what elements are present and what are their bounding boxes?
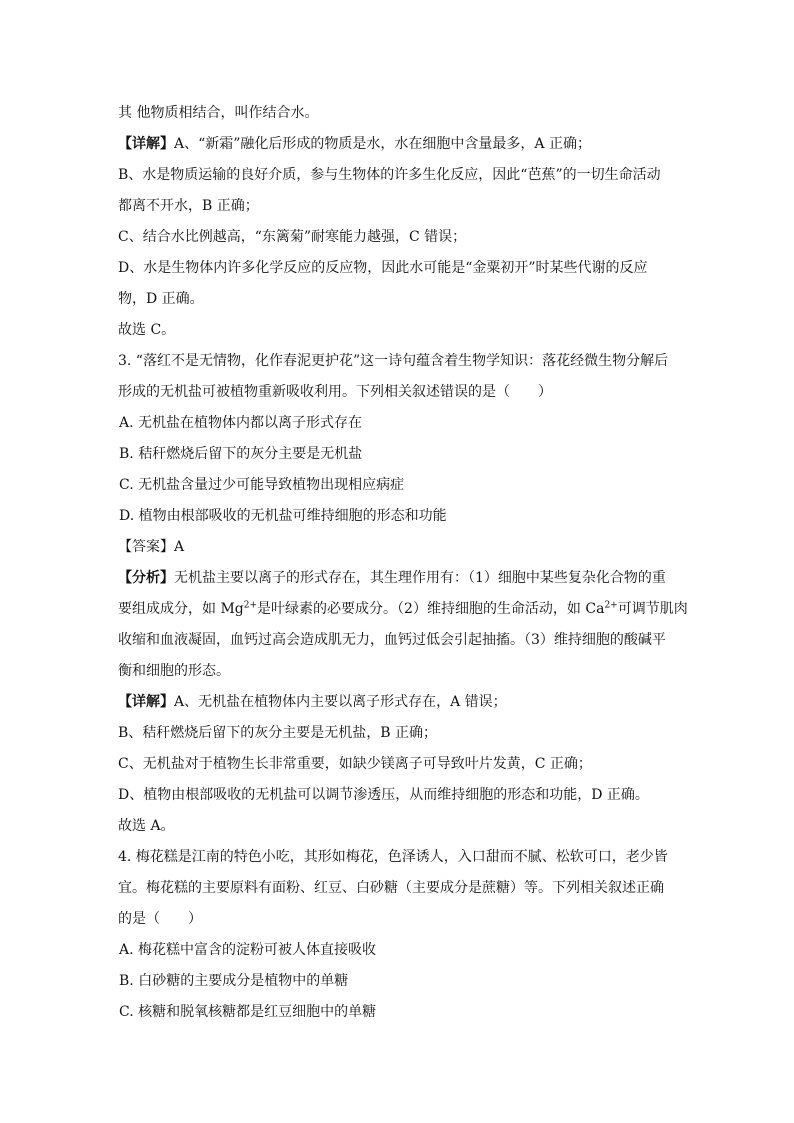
text-line: C、无机盐对于植物生长非常重要，如缺少镁离子可导致叶片发黄，C 正确； — [118, 756, 592, 772]
detail-line — [118, 692, 688, 712]
superscript: 2+ — [243, 600, 258, 611]
answer-choice-line: 故选 C。 — [118, 322, 176, 338]
text-line: 都离不开水，B 正确； — [118, 198, 259, 214]
text-line: B、秸秆燃烧后留下的灰分主要是无机盐，B 正确； — [118, 725, 438, 741]
text-span: 是叶绿素的必要成分。（2）维持细胞的生命活动，如 Ca — [257, 601, 605, 617]
option-b: B. 白砂糖的主要成分是植物中的单糖 — [119, 973, 349, 989]
detail-line — [118, 134, 688, 154]
text-line: B、水是物质运输的良好介质，参与生物体的许多生化反应，因此“芭蕉”的一切生命活动 — [118, 167, 661, 183]
detail-tag: 【详解】 — [118, 136, 174, 152]
detail-tag: 【详解】 — [118, 694, 174, 710]
text-span: 要组成成分，如 Mg — [118, 601, 244, 617]
text-line: 物，D 正确。 — [118, 291, 204, 307]
option-a: A. 无机盐在植物体内都以离子形式存在 — [119, 415, 363, 431]
question-4-stem: 4. 梅花糕是江南的特色小吃，其形如梅花，色泽诱人，入口甜而不腻、松软可口，老少皆 — [118, 849, 668, 865]
text-line: 其 他物质相结合，叫作结合水。 — [118, 105, 319, 121]
text-line — [118, 599, 688, 619]
text-span: A、“新霜”融化后形成的物质是水，水在细胞中含量最多，A 正确； — [174, 136, 591, 152]
analysis-line — [118, 568, 688, 588]
answer-choice-line: 故选 A。 — [118, 818, 175, 834]
option-d: D. 植物由根部吸收的无机盐可维持细胞的形态和功能 — [119, 508, 447, 524]
text-line: C、结合水比例越高，“东篱菊”耐寒能力越强，C 错误； — [118, 229, 467, 245]
option-c: C. 无机盐含量过少可能导致植物出现相应病症 — [119, 477, 405, 493]
text-span: 可调节肌肉 — [617, 601, 688, 617]
text-span: 无机盐主要以离子的形式存在，其生理作用有：（1）细胞中某些复杂化合物的重 — [174, 570, 666, 586]
option-b: B. 秸秆燃烧后留下的灰分主要是无机盐 — [119, 446, 363, 462]
text-span: A、无机盐在植物体内主要以离子形式存在，A 错误； — [174, 694, 507, 710]
question-4-stem-cont: 的是（ ） — [118, 911, 202, 927]
analysis-tag: 【分析】 — [118, 570, 174, 586]
text-line: 衡和细胞的形态。 — [118, 663, 230, 679]
answer-line: 【答案】A — [118, 539, 185, 555]
question-3-stem-cont: 形成的无机盐可被植物重新吸收利用。下列相关叙述错误的是（ ） — [118, 384, 552, 400]
text-line: D、植物由根部吸收的无机盐可以调节渗透压，从而维持细胞的形态和功能，D 正确。 — [118, 787, 649, 803]
option-a: A. 梅花糕中富含的淀粉可被人体直接吸收 — [119, 942, 377, 958]
superscript: 2+ — [604, 600, 618, 611]
option-c: C. 核糖和脱氧核糖都是红豆细胞中的单糖 — [119, 1004, 377, 1020]
question-3-stem: 3. “落红不是无情物，化作春泥更护花”这一诗句蕴含着生物学知识：落花经微生物分解后 — [118, 353, 669, 369]
text-line: D、水是生物体内许多化学反应的反应物，因此水可能是“金粟初开”时某些代谢的反应 — [118, 260, 648, 276]
text-line: 收缩和血液凝固，血钙过高会造成肌无力，血钙过低会引起抽搐。（3）维持细胞的酸碱平 — [118, 632, 666, 648]
question-4-stem-cont: 宜。梅花糕的主要原料有面粉、红豆、白砂糖（主要成分是蔗糖）等。下列相关叙述正确 — [118, 880, 664, 896]
